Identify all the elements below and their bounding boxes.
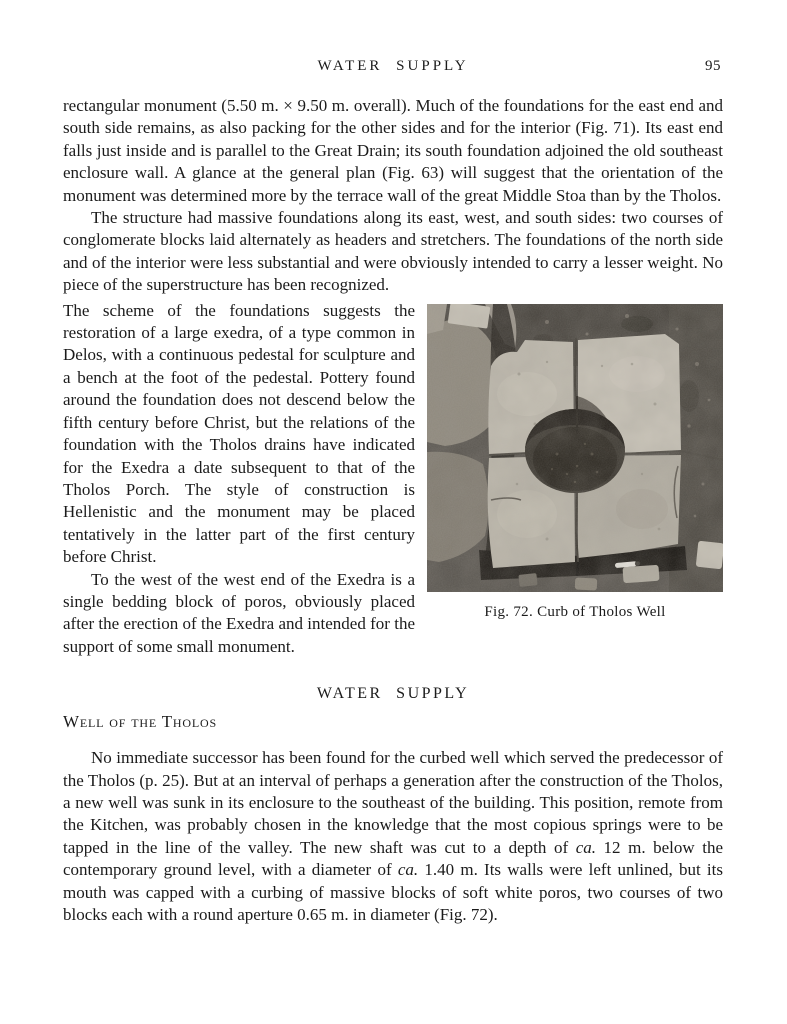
figure-caption: Fig. 72. Curb of Tholos Well: [484, 603, 666, 620]
paragraph-3: The scheme of the foundations suggests the restoration of a large exedra, of a type common in Delos, with a continuous pedestal for sculpture and a bench at the foot of the pedestal. Pottery found around the foundation does not descend below the fifth century before Christ, but the relations of the foundation with the Tholos drains have indicated for the Exedra a date subsequent to that of the Tholos Porch. The style of construction is Hellenistic and the monument may be placed tentatively in the latter part of the first century before Christ.: [63, 300, 415, 567]
paragraph-2: The structure had massive foundations along its east, west, and south sides: two courses of conglomerate blocks laid alternately as headers and stretchers. The foundations of the north side and of the interior were less substantial and were obviously intended to carry a lesser weight. No piece of the superstructure has been recognized.: [63, 208, 723, 295]
paragraph-1: rectangular monument (5.50 m. × 9.50 m. overall). Much of the foundations for the east end and south side remains, as also packing for the other sides and for the interior (Fig. 71). Its east end falls just inside and is parallel to the Great Drain; its south foundation adjoined the old southeast enclosure wall. A glance at the general plan (Fig. 63) will suggest that the orientation of the monument was determined more by the terrace wall of the great Middle Stoa than by the Tholos.: [63, 96, 723, 205]
paragraph-5: No immediate successor has been found for the curbed well which served the predecessor of the Tholos (p. 25). But at an interval of perhaps a generation after the construction of the Tholos, a new well was sunk in its enclosure to the southeast of the building. This position, remote from the Kitchen, was probably chosen in the knowledge that the most copious springs were to be tapped in the line of the valley. The new shaft was cut to a depth of ca. 12 m. below the contemporary ground level, with a diameter of ca. 1.40 m. Its walls were left unlined, but its mouth was capped with a curbing of massive blocks of soft white poros, two courses of two blocks each with a round aperture 0.65 m. in diameter (Fig. 72).: [63, 748, 723, 924]
well-curb-photo-image: [427, 304, 723, 592]
section-heading: WATER SUPPLY: [316, 685, 470, 703]
well-curb-photo: [427, 304, 723, 592]
subsection-heading: Well of the Tholos: [63, 712, 217, 732]
figure-72: [427, 304, 723, 621]
running-head: [63, 58, 723, 78]
page-number: 95: [705, 58, 721, 74]
figure-text-wrap: [63, 300, 723, 659]
page-body: [63, 95, 723, 926]
running-head-title: WATER SUPPLY: [317, 58, 469, 74]
paragraph-4: To the west of the west end of the Exedra is a single bedding block of poros, obviously placed after the erection of the Exedra and intended for the support of some small monument.: [63, 569, 415, 656]
